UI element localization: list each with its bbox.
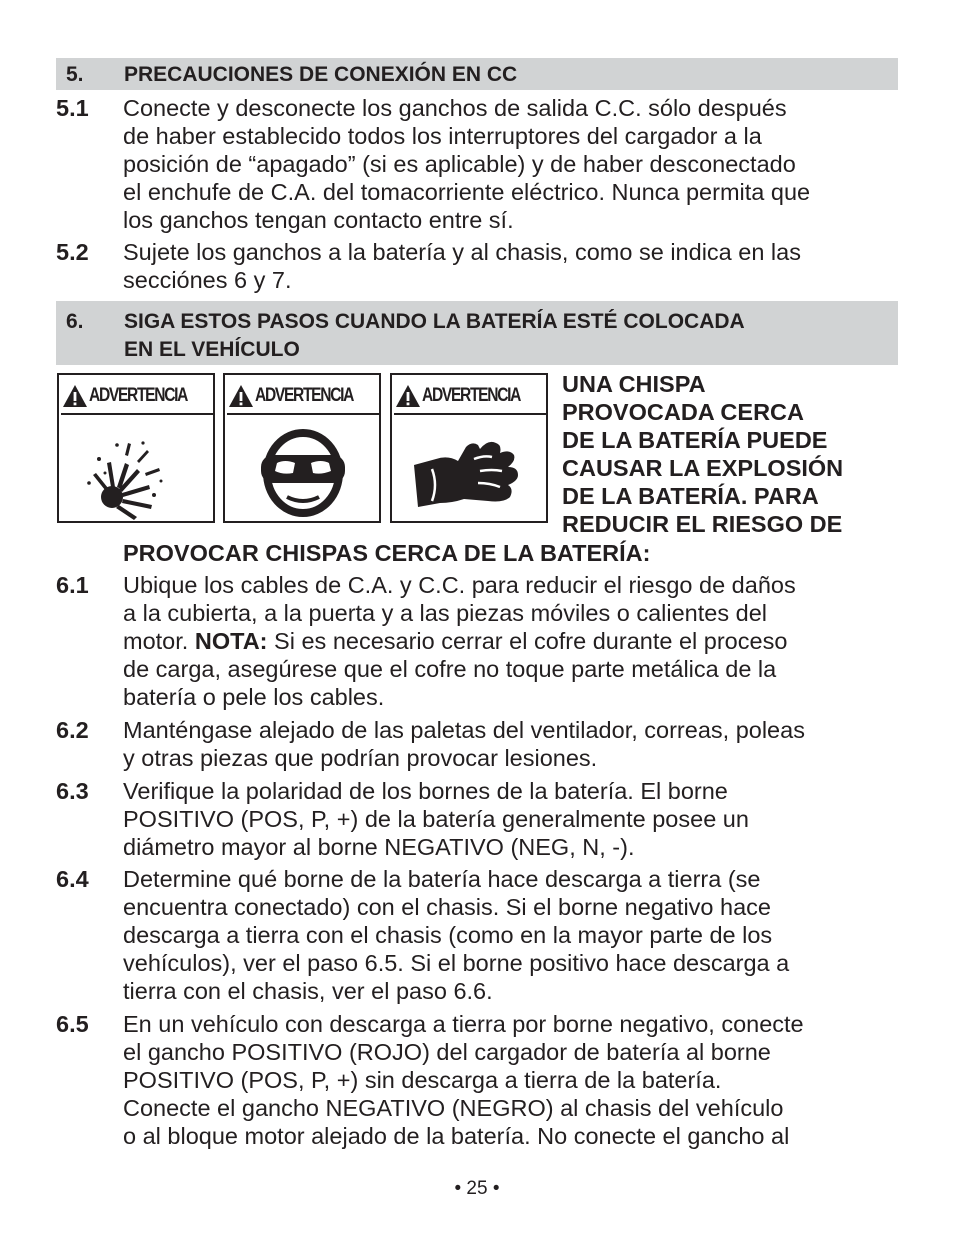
warning-label: ADVERTENCIA [255, 385, 354, 406]
step-text [123, 865, 906, 1005]
warning-text-line: CAUSAR LA EXPLOSIÓN [562, 455, 844, 481]
section-5-header [56, 58, 898, 90]
step-line: POSITIVO (POS, P, +) de la batería generalmente posee un [123, 806, 749, 832]
note-text: Si es necesario cerrar el cofre durante el proceso [267, 628, 788, 654]
step-line: Sujete los ganchos a la batería y al chasis, como se indica en las [123, 239, 801, 265]
warning-text-line: DE LA BATERÍA PUEDE [562, 427, 828, 453]
alert-triangle-icon [62, 384, 88, 408]
step-line: el gancho POSITIVO (ROJO) del cargador de batería al borne [123, 1039, 771, 1065]
step-number: 6.4 [56, 866, 89, 892]
warning-header [227, 379, 379, 415]
step-line: a la cubierta, a la puerta y a las piezas móviles o calientes del [123, 600, 767, 626]
spark-warning-text-end: PROVOCAR CHISPAS CERCA DE LA BATERÍA: [123, 540, 651, 566]
step-line-start: motor. [123, 628, 189, 654]
step-number: 5.1 [56, 95, 89, 121]
step-number: 5.2 [56, 239, 89, 265]
page-number: • 25 • [454, 1178, 500, 1199]
warning-text-line: PROVOCADA CERCA [562, 399, 804, 425]
step-line: encuentra conectado) con el chasis. Si el borne negativo hace [123, 894, 771, 920]
step-line: de haber establecido todos los interruptores del cargador a la [123, 123, 762, 149]
step-line: secciónes 6 y 7. [123, 267, 292, 293]
warning-header [61, 379, 213, 415]
alert-triangle-icon [395, 384, 421, 408]
warning-header [394, 379, 546, 415]
step-line: Determine qué borne de la batería hace descarga a tierra (se [123, 866, 761, 892]
step-line: descarga a tierra con el chasis (como en la mayor parte de los [123, 922, 773, 948]
step-line: posición de “apagado” (si es aplicable) y de haber desconectado [123, 151, 796, 177]
note-label: NOTA: [194, 628, 268, 654]
step-line: vehículos), ver el paso 6.5. Si el borne positivo hace descarga a [123, 950, 790, 976]
warning-glove-box [390, 373, 548, 523]
safety-goggles-icon [225, 415, 378, 520]
warning-text-line: DE LA BATERÍA. PARA [562, 483, 819, 509]
step-text [123, 777, 906, 861]
warning-eye-protection-box [223, 373, 381, 523]
step-number: 6.2 [56, 717, 89, 743]
alert-triangle-icon [228, 384, 254, 408]
step-number: 6.1 [56, 572, 89, 598]
step-line: Verifique la polaridad de los bornes de la batería. El borne [123, 778, 728, 804]
spark-warning-text [562, 370, 902, 538]
section-title: PRECAUCIONES DE CONEXIÓN EN CC [124, 63, 518, 86]
step-line: Ubique los cables de C.A. y C.C. para reducir el riesgo de daños [123, 572, 796, 598]
step-number: 6.3 [56, 778, 89, 804]
step-line: Conecte y desconecte los ganchos de salida C.C. sólo después [123, 95, 787, 121]
glove-icon [392, 415, 545, 520]
step-line: y otras piezas que podrían provocar lesiones. [123, 745, 598, 771]
step-text [123, 571, 906, 711]
warning-text-line: REDUCIR EL RIESGO DE [562, 511, 843, 537]
warning-explosion-box [57, 373, 215, 523]
warning-text-line: UNA CHISPA [562, 371, 706, 397]
warning-label: ADVERTENCIA [422, 385, 521, 406]
section-number: 6. [66, 310, 84, 333]
step-text [123, 1010, 906, 1150]
step-line: Manténgase alejado de las paletas del ventilador, correas, poleas [123, 717, 805, 743]
step-line: tierra con el chasis, ver el paso 6.6. [123, 978, 493, 1004]
step-number: 6.5 [56, 1011, 89, 1037]
step-text [123, 238, 906, 294]
step-line: Conecte el gancho NEGATIVO (NEGRO) al chasis del vehículo [123, 1095, 784, 1121]
section-6-header [56, 301, 898, 365]
section-title-line: EN EL VEHÍCULO [124, 338, 300, 361]
step-text [123, 716, 906, 772]
step-line: diámetro mayor al borne NEGATIVO (NEG, N, -). [123, 834, 635, 860]
step-line: batería o pele los cables. [123, 684, 385, 710]
step-line: de carga, asegúrese que el cofre no toque parte metálica de la [123, 656, 777, 682]
section-title [124, 308, 894, 364]
step-line: POSITIVO (POS, P, +) sin descarga a tierra de la batería. [123, 1067, 722, 1093]
step-text [123, 94, 906, 234]
step-line [123, 627, 906, 655]
section-number: 5. [66, 63, 84, 86]
section-title-line: SIGA ESTOS PASOS CUANDO LA BATERÍA ESTÉ COLOCADA [124, 310, 745, 333]
step-line: los ganchos tengan contacto entre sí. [123, 207, 514, 233]
warning-label: ADVERTENCIA [89, 385, 188, 406]
step-line: o al bloque motor alejado de la batería. No conecte el gancho al [123, 1123, 790, 1149]
step-line: el enchufe de C.A. del tomacorriente eléctrico. Nunca permita que [123, 179, 811, 205]
explosion-icon [59, 415, 212, 520]
step-line: En un vehículo con descarga a tierra por borne negativo, conecte [123, 1011, 804, 1037]
